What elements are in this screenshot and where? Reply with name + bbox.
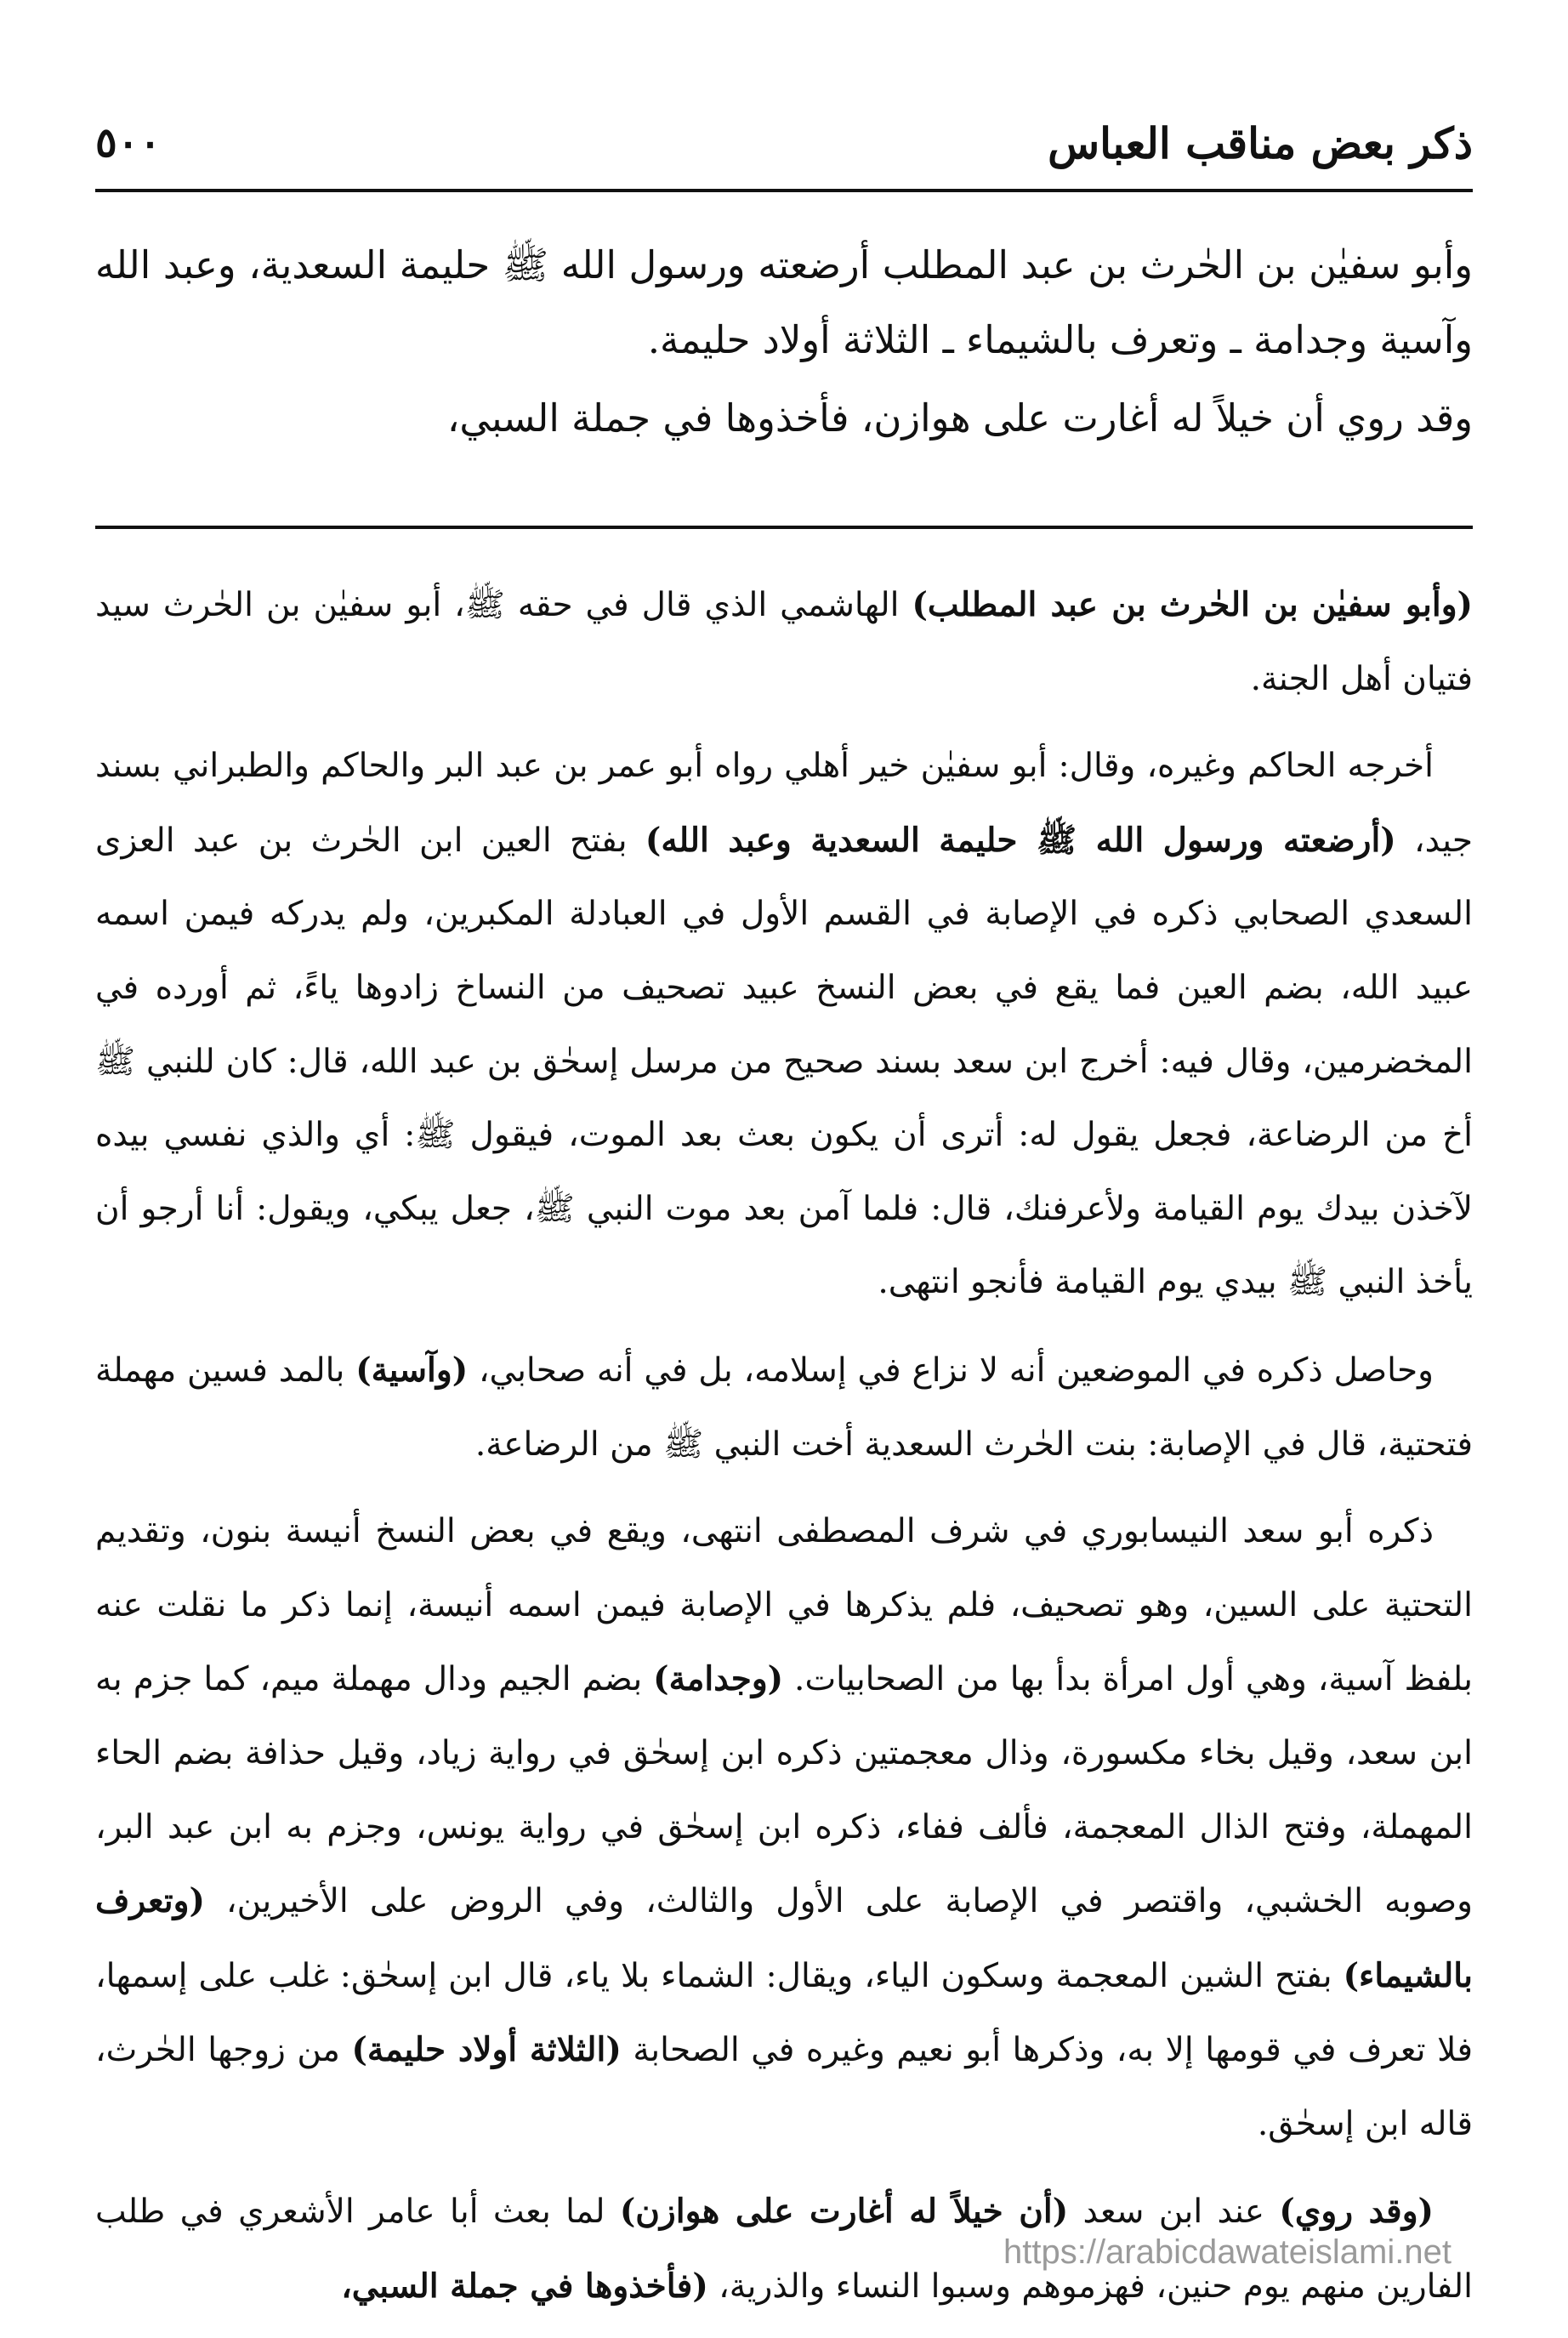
commentary-paragraph [95, 730, 1473, 1320]
commentary [95, 568, 1473, 2338]
header-divider [95, 189, 1473, 192]
commentary-text: من زوجها الحٰرث، قاله ابن إسحٰق. [95, 2031, 1473, 2143]
watermark-url: https://arabicdawateislami.net [1003, 2233, 1452, 2271]
commentary-text: أخرجه الحاكم وغيره، وقال: أبو سفيٰن خير أهلي رواه أبو عمر بن عبد البر والحاكم والطبراني بسند جيد، [95, 747, 1473, 860]
quoted-phrase: (وآسية) [355, 1350, 469, 1390]
quoted-phrase: (وقد روي) [1279, 2192, 1434, 2232]
commentary-text: وحاصل ذكره في الموضعين أنه لا نزاع في إسلامه، بل في أنه صحابي، [468, 1351, 1434, 1390]
main-paragraph: وأبو سفيٰن بن الحٰرث بن عبد المطلب أرضعته ورسول الله ﷺ حليمة السعدية، وعبد الله وآسية وجدامة ـ وتعرف بالشيماء ـ الثلاثة أولاد حليمة. [95, 242, 1473, 362]
commentary-text: بفتح الشين المعجمة وسكون الياء، ويقال: الشماء بلا ياء، قال ابن إسحٰق: غلب على إسمها، فلا تعرف في قومها إلا به، وذكرها أبو نعيم وغيره في الصحابة [95, 1956, 1474, 2070]
commentary-text: بفتح العين ابن الحٰرث بن عبد العزى السعدي الصحابي ذكره في الإصابة في القسم الأول في العبادلة المكبرين، ولم يدركه فيمن اسمه عبيد الله، بضم العين فما يقع في بعض النسخ عبيد تصحيف من النساخ زادوها ياءً، ثم أورده في المخضرمين، وقال فيه: أخرج ابن سعد بسند صحيح من مرسل إسحٰق بن عبد الله، قال: كان للنبي ﷺ أخ من الرضاعة، فجعل يقول له: أترى أن يكون بعث بعد الموت، فيقول ﷺ: أي والذي نفسي بيده لآخذن بيدك يوم القيامة ولأعرفنك، قال: فلما آمن بعد موت النبي ﷺ، جعل يبكي، ويقول: أنا أرجو أن يأخذ النبي ﷺ بيدي يوم القيامة فأنجو انتهى. [95, 821, 1473, 1302]
commentary-text: ذكره أبو سعد النيسابوري في شرف المصطفى انتهى، ويقع في بعض النسخ أنيسة بنون، وتقديم التحتية على السين، وهو تصحيف، فلم يذكرها في الإصابة فيمن اسمه أنيسة، إنما ذكر ما نقلت عنه بلفظ آسية، وهي أول امرأة بدأ بها من الصحابيات. [95, 1512, 1473, 1699]
page-header [95, 109, 1473, 177]
commentary-divider [95, 526, 1473, 529]
quoted-phrase: (أرضعته ورسول الله ﷺ حليمة السعدية وعبد الله) [645, 820, 1396, 860]
quoted-phrase: (الثلاثة أولاد حليمة) [351, 2030, 622, 2070]
main-paragraph: وقد روي أن خيلاً له أغارت على هوازن، فأخذوها في جملة السبي، [446, 395, 1473, 441]
quoted-phrase: (وجدامة) [653, 1659, 784, 1699]
commentary-paragraph [95, 1334, 1473, 1482]
main-text [95, 228, 1473, 459]
quoted-phrase: (وتعرف بالشيماء) [95, 1881, 1473, 1995]
commentary-text: لما بعث أبا عامر الأشعري في طلب الفارين منهم يوم حنين، فهزموهم وسبوا النساء والذرية، [95, 2193, 1473, 2307]
commentary-text: عند ابن سعد [1068, 2193, 1280, 2232]
commentary-text: بالمد فسين مهملة فتحتية، قال في الإصابة: بنت الحٰرث السعدية أخت النبي ﷺ من الرضاعة. [95, 1351, 1473, 1464]
page-number: ٥٠٠ [95, 119, 162, 167]
running-title: ذكر بعض مناقب العباس [1048, 117, 1473, 168]
commentary-paragraph [95, 568, 1473, 716]
quoted-phrase: (وأبو سفيٰن بن الحٰرث بن عبد المطلب) [912, 585, 1474, 624]
quoted-phrase: (فأخذوها في جملة السبي، [341, 2267, 708, 2307]
quoted-phrase: (أن خيلاً له أغارت على هوازن) [619, 2192, 1069, 2232]
commentary-text: الهاشمي الذي قال في حقه ﷺ، أبو سفيٰن بن الحٰرث سيد فتيان أهل الجنة. [95, 586, 1473, 698]
commentary-text: بضم الجيم ودال مهملة ميم، كما جزم به ابن سعد، وقيل بخاء مكسورة، وذال معجمتين ذكره ابن إسحٰق في رواية زياد، وقيل حذافة بضم الحاء المهملة، وفتح الذال المعجمة، فألف ففاء، ذكره ابن إسحٰق في رواية يونس، وجزم به ابن عبد البر، وصوبه الخشبي، واقتصر في الإصابة على الأول والثالث، وفي الروض على الأخيرين، [95, 1660, 1473, 1921]
commentary-paragraph [95, 1495, 1473, 2161]
